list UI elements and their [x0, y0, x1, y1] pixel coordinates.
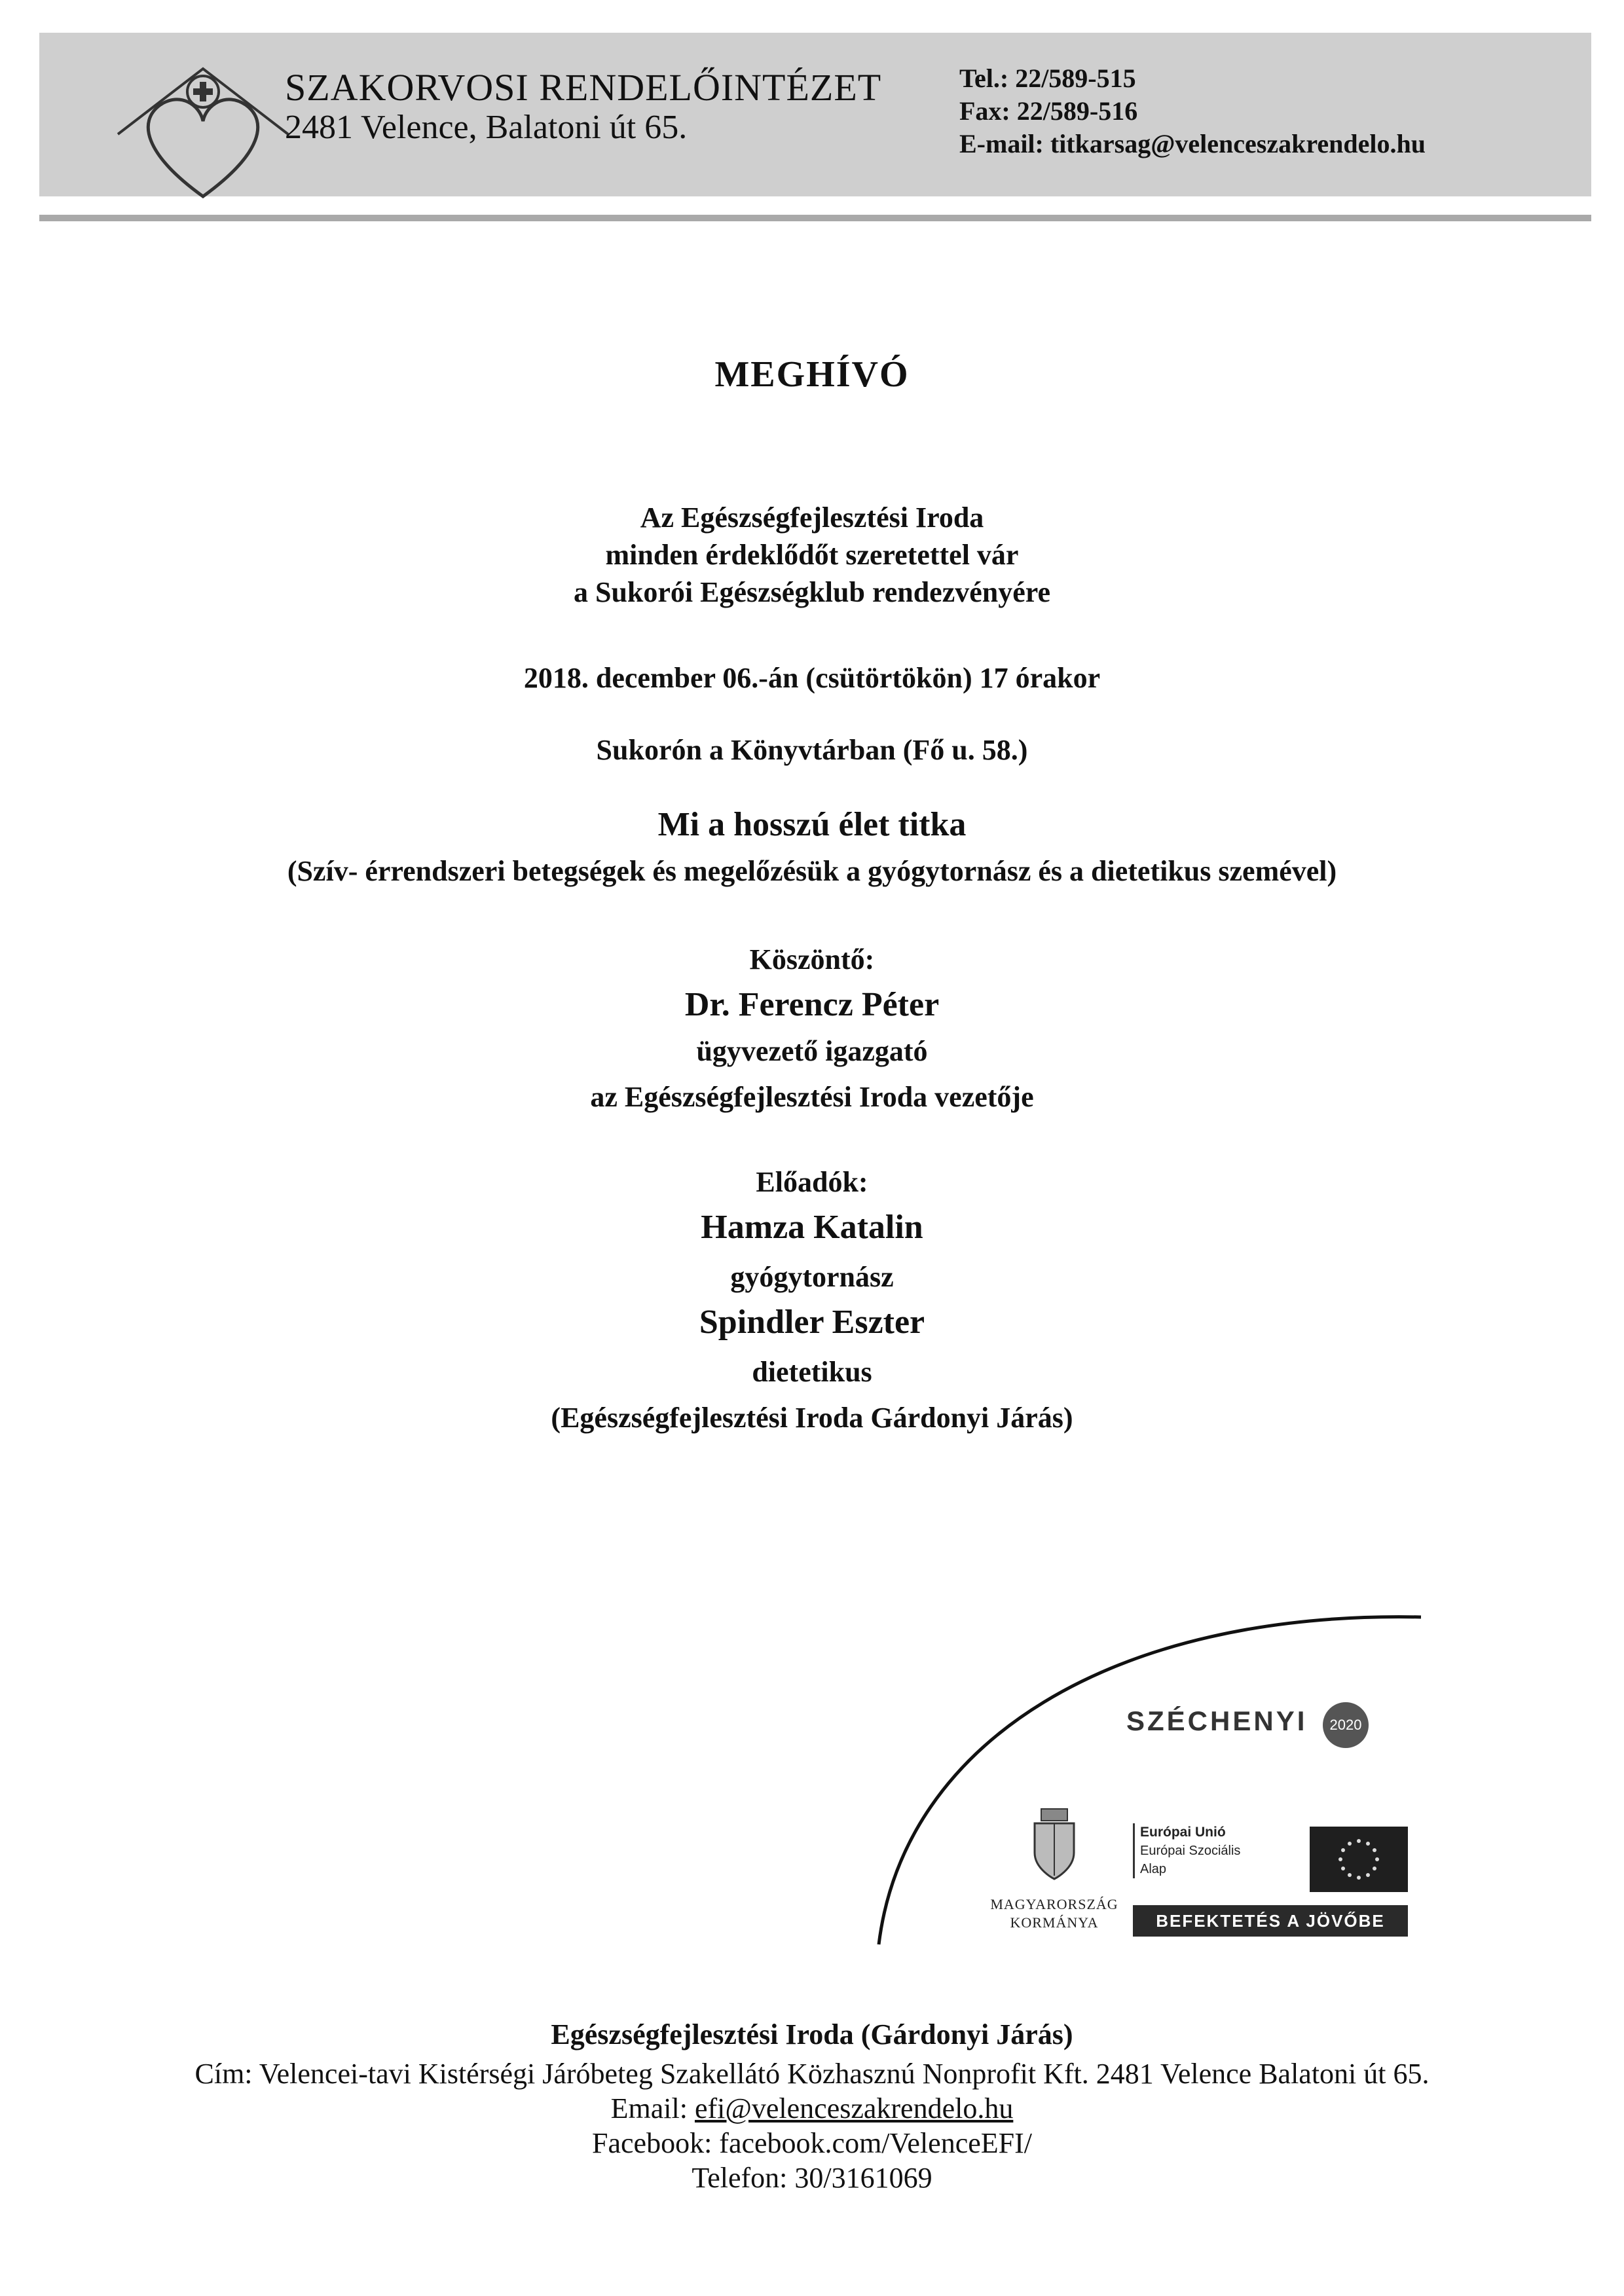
greeting-label: Köszöntő: [749, 943, 875, 975]
greeter-role: az Egészségfejlesztési Iroda vezetője [590, 1081, 1034, 1113]
eu-line-1: Európai Unió [1140, 1825, 1226, 1840]
header-divider [39, 215, 1591, 221]
speakers-organization: (Egészségfejlesztési Iroda Gárdonyi Járás) [551, 1402, 1073, 1434]
speaker-1-role: gyógytornász [730, 1261, 894, 1293]
intro-line-3: a Sukorói Egészségklub rendezvényére [573, 576, 1051, 608]
heart-house-logo-icon [105, 56, 301, 213]
phone-number: Tel.: 22/589-515 [959, 64, 1136, 93]
greeter-title: ügyvezető igazgató [696, 1035, 928, 1067]
szechenyi-program-label: SZÉCHENYI [1126, 1705, 1308, 1736]
event-subtopic: (Szív- érrendszeri betegségek és megelőzésük a gyógytornász és a dietetikus szemével) [287, 855, 1337, 887]
event-date: 2018. december 06.-án (csütörtökön) 17 órakor [523, 662, 1101, 694]
speaker-2-name: Spindler Eszter [699, 1303, 925, 1341]
intro-line-1: Az Egészségfejlesztési Iroda [640, 501, 984, 534]
intro-line-2: minden érdeklődőt szeretettel vár [605, 539, 1019, 571]
footer-address: Cím: Velencei-tavi Kistérségi Járóbeteg Szakellátó Közhasznú Nonprofit Kft. 2481 Velence Balatoni út 65. [194, 2058, 1430, 2090]
government-line-2: KORMÁNYA [1010, 1914, 1099, 1931]
fax-number: Fax: 22/589-516 [959, 96, 1138, 126]
eu-flag-icon [1310, 1827, 1408, 1892]
letterhead [39, 33, 1591, 196]
footer-organization: Egészségfejlesztési Iroda (Gárdonyi Járás) [551, 2018, 1073, 2050]
email-address: E-mail: titkarsag@velenceszakrendelo.hu [959, 129, 1426, 158]
contact-block [959, 62, 1426, 160]
speakers-label: Előadók: [756, 1166, 868, 1198]
government-line-1: MAGYARORSZÁG [990, 1896, 1118, 1912]
footer-facebook: Facebook: facebook.com/VelenceEFI/ [592, 2127, 1032, 2159]
event-topic: Mi a hosszú élet titka [657, 806, 967, 843]
eu-line-2: Európai Szociális [1140, 1844, 1241, 1858]
institution-address: 2481 Velence, Balatoni út 65. [285, 109, 688, 146]
footer-phone: Telefon: 30/3161069 [692, 2162, 932, 2194]
page-title: MEGHÍVÓ [714, 354, 910, 395]
government-label [956, 1895, 1153, 1932]
year-badge: 2020 [1323, 1702, 1369, 1748]
greeter-name: Dr. Ferencz Péter [684, 986, 940, 1023]
footer-email-line [0, 2092, 1624, 2125]
event-location: Sukorón a Könyvtárban (Fő u. 58.) [596, 734, 1028, 766]
investment-banner: BEFEKTETÉS A JÖVŐBE [1133, 1905, 1408, 1937]
eu-line-3: Alap [1140, 1862, 1167, 1876]
sponsor-logo-block [851, 1597, 1441, 1951]
speaker-1-name: Hamza Katalin [701, 1209, 923, 1246]
footer-email-link[interactable]: efi@velenceszakrendelo.hu [694, 2092, 1014, 2124]
eu-label [1133, 1823, 1240, 1878]
footer-email-label: Email: [610, 2092, 695, 2124]
institution-name: SZAKORVOSI RENDELŐINTÉZET [285, 66, 882, 109]
coat-of-arms-icon [1025, 1804, 1084, 1882]
speaker-2-role: dietetikus [752, 1356, 872, 1388]
